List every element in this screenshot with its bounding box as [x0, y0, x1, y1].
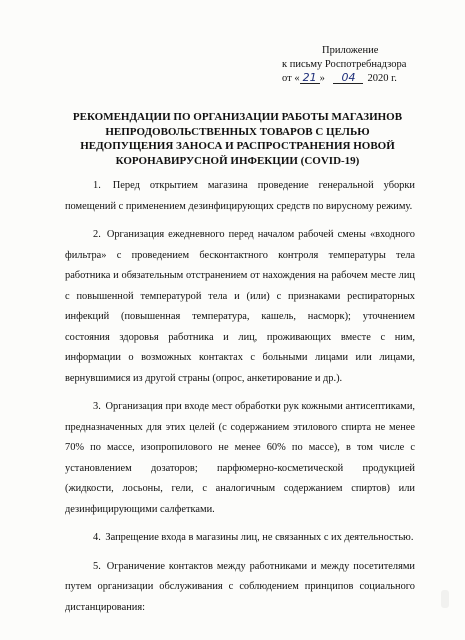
- paragraph-2: [65, 225, 415, 389]
- paragraph-5: [65, 557, 415, 619]
- document-body: [65, 176, 415, 626]
- paragraph-text: Запрещение входа в магазины лиц, не связанных с их деятельностью.: [105, 532, 414, 543]
- paragraph-3: [65, 397, 415, 520]
- paragraph-text: Организация ежедневного перед началом рабочей смены «входного фильтра» с проведением бесконтактного контроля температуры тела работника и обязательным отстранением от нахождения на рабочем месте лиц с повышенной температурой тела и (или) с признаками респираторных инфекций (повышенная температура, кашель, насморк); уточнением состояния здоровья работника и лиц, проживающих вместе с ним, информации о возможных контактах с больными лицами или лицами, вернувшимися из другой страны (опрос, анкетирование и др.).: [65, 229, 415, 384]
- paragraph-text: Ограничение контактов между работниками и между посетителями путем организации обслуживания с соблюдением принципов социального дистанцирования:: [65, 560, 415, 613]
- paragraph-1: [65, 176, 415, 217]
- paragraph-number: 4.: [93, 532, 101, 543]
- paragraph-number: 5.: [93, 560, 101, 572]
- date-day-handwritten: 21: [300, 72, 320, 84]
- date-mid: »: [319, 73, 325, 84]
- annex-header: [282, 44, 452, 86]
- paragraph-number: 2.: [93, 229, 101, 240]
- annex-letter-ref: к письму Роспотребнадзора: [282, 59, 407, 70]
- date-prefix: от «: [282, 73, 300, 84]
- paragraph-text: Организация при входе мест обработки рук кожными антисептиками, предназначенных для этих целей (с содержанием этилового спирта не менее 70% по массе, изопропилового не менее 60% по массе), в том числе с установлением дозаторов; парфюмерно-косметической продукцией (жидкости, лосьоны, гели, с аналогичным содержанием спиртов) или дезинфицирующими салфетками.: [65, 401, 415, 515]
- paragraph-number: 3.: [93, 401, 101, 412]
- scan-artifact: [441, 590, 449, 608]
- paragraph-text: Перед открытием магазина проведение генеральной уборки помещений с применением дезинфицирующих средств по вирусному режиму.: [65, 180, 415, 212]
- document-title: РЕКОМЕНДАЦИИ ПО ОРГАНИЗАЦИИ РАБОТЫ МАГАЗИНОВ НЕПРОДОВОЛЬСТВЕННЫХ ТОВАРОВ С ЦЕЛЬЮ НЕДОПУЩЕНИЯ ЗАНОСА И РАСПРОСТРАНЕНИЯ НОВОЙ КОРОНАВИРУСНОЙ ИНФЕКЦИИ (COVID-19): [72, 111, 403, 167]
- annex-label: Приложение: [322, 45, 379, 56]
- paragraph-4: [65, 528, 415, 549]
- paragraph-number: 1.: [93, 180, 101, 191]
- date-month-handwritten: 04: [333, 72, 363, 84]
- date-year: 2020 г.: [367, 73, 397, 84]
- annex-date: [282, 72, 452, 86]
